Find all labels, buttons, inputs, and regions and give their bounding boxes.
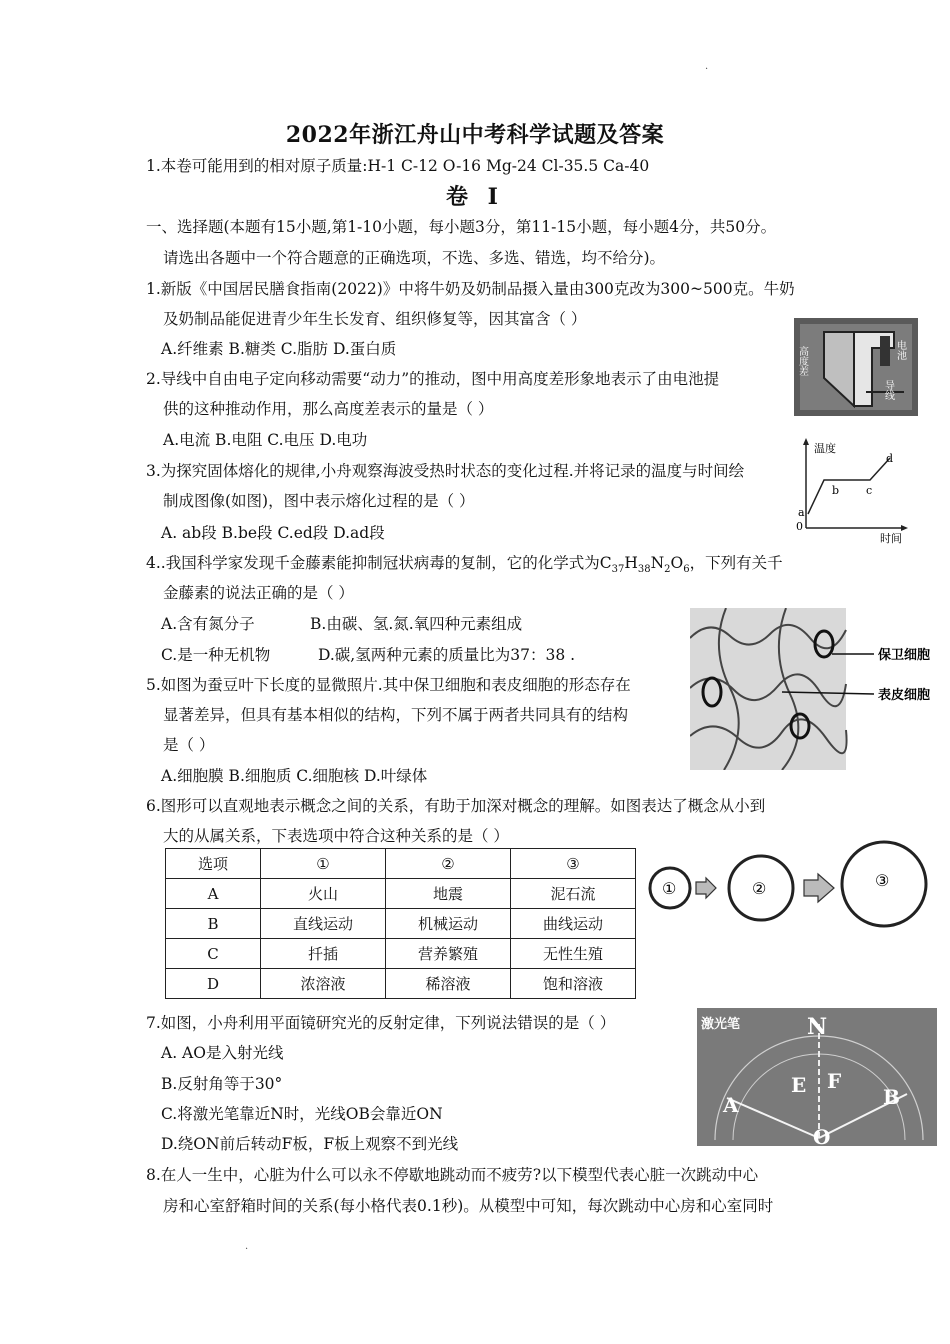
table-cell: B [166,909,261,939]
q4-sub-c: 37 [611,564,625,576]
q7-label-laser: 激光笔 [701,1017,741,1032]
q5-label-guard-cell: 保卫细胞 [878,648,931,663]
q5-options: A.细胞膜 B.细胞质 C.细胞核 D.叶绿体 [161,767,428,785]
q7-reflection-figure [697,1008,937,1146]
q1-line-2: 及奶制品能促进青少年生长发育、组织修复等，因其富含（ ） [163,310,587,328]
q5-label-epidermis: 表皮细胞 [878,688,931,703]
table-row [166,939,636,969]
table-cell: 营养繁殖 [386,939,511,969]
table-cell: 扦插 [261,939,386,969]
bottom-dot: · [245,1244,249,1255]
table-cell: 地震 [386,879,511,909]
q7-label-b: B [883,1085,900,1109]
page-title: 2022年浙江舟山中考科学试题及答案 [285,122,665,148]
q7-option-b: B.反射角等于30° [161,1075,283,1093]
q7-option-c: C.将激光笔靠近N时，光线OB会靠近ON [161,1105,443,1123]
q3-melting-graph [794,436,910,546]
q4-option-a: A.含有氮分子 [161,615,255,633]
table-cell: 稀溶液 [386,969,511,999]
q7-line-1: 7.如图，小舟利用平面镜研究光的反射定律，下列说法错误的是（ ） [146,1014,616,1032]
q4-symbol-n: N [650,554,665,572]
q3-line-2: 制成图像(如图)，图中表示熔化过程的是（ ） [163,492,475,510]
q4-option-c: C.是一种无机物 [161,646,271,664]
q3-point-a: a [798,506,805,519]
section-instructions-1: 一、选择题(本题有15小题,第1-10小题，每小题3分，第11-15小题，每小题4分，共50分。 [146,218,777,236]
table-header-cell: ③ [511,849,636,879]
table-row [166,879,636,909]
q7-label-e: E [791,1073,807,1097]
table-cell: 机械运动 [386,909,511,939]
q7-label-a: A [723,1093,739,1117]
table-cell: 浓溶液 [261,969,386,999]
q4-option-b: B.由碳、氢.氮.氧四种元素组成 [310,615,523,633]
table-cell: 泥石流 [511,879,636,909]
q5-line-3: 是（ ） [163,736,215,754]
q2-label-wire: 导线 [882,380,894,400]
q6-circle-2: ② [752,879,767,898]
q4-symbol-h: H [624,554,638,572]
q7-label-f: F [827,1069,842,1093]
q2-line-1: 2.导线中自由电子定向移动需要“动力”的推动，图中用高度差形象地表示了由电池提 [146,370,720,388]
q4-option-d: D.碳,氢两种元素的质量比为37：38 . [318,646,576,664]
q3-ylabel: 温度 [814,442,836,455]
q6-circle-1: ① [662,879,677,898]
q5-microscope-figure [690,608,940,770]
volume-heading: 卷 I [446,184,504,210]
q6-line-2: 大的从属关系，下表选项中符合这种关系的是（ ） [163,827,509,845]
table-cell: 火山 [261,879,386,909]
table-row [166,969,636,999]
table-header-row [166,849,636,879]
q4-sub-n: 2 [664,564,671,576]
section-instructions-2: 请选出各题中一个符合题意的正确选项，不选、多选、错选，均不给分)。 [163,249,666,267]
table-cell: A [166,879,261,909]
table-cell: 曲线运动 [511,909,636,939]
table-row [166,909,636,939]
q4-line-1-end: ，下列有关千 [689,554,783,572]
q3-origin: 0 [796,520,803,533]
q2-line-2: 供的这种推动作用，那么高度差表示的量是（ ） [163,400,494,418]
q2-battery-figure [794,318,918,416]
q7-option-d: D.绕ON前后转动F板，F板上观察不到光线 [161,1135,459,1153]
q4-symbol-o: O [670,554,684,572]
q3-point-c: c [866,484,873,497]
q6-line-1: 6.图形可以直观地表示概念之间的关系，有助于加深对概念的理解。如图表达了概念从小到 [146,797,766,815]
q6-options-table [165,848,636,999]
q4-sub-o: 6 [683,564,690,576]
atomic-mass-note: 1.本卷可能用到的相对原子质量:H-1 C-12 O-16 Mg-24 Cl-35.5 Ca-40 [146,157,650,175]
top-dot: · [705,64,709,75]
q7-label-o: O [813,1125,831,1146]
q3-xlabel: 时间 [880,532,902,545]
table-cell: 无性生殖 [511,939,636,969]
q6-circle-3: ③ [875,871,890,890]
table-header-cell: 选项 [166,849,261,879]
q3-point-b: b [832,484,840,497]
table-header-cell: ② [386,849,511,879]
q5-line-2: 显著差异，但具有基本相似的结构，下列不属于两者共同具有的结构 [163,706,629,724]
table-cell: 直线运动 [261,909,386,939]
q2-label-height: 高度差 [796,346,808,376]
q1-line-1: 1.新版《中国居民膳食指南(2022)》中将牛奶及奶制品摄入量由300克改为300~500克。牛奶 [146,280,795,298]
q4-sub-h: 38 [637,564,651,576]
q3-point-d: d [886,452,894,465]
q3-options: A. ab段 B.be段 C.ed段 D.ad段 [161,524,385,542]
q5-line-1: 5.如图为蚕豆叶下长度的显微照片.其中保卫细胞和表皮细胞的形态存在 [146,676,631,694]
q2-label-battery: 电池 [894,340,906,360]
q2-options: A.电流 B.电阻 C.电压 D.电功 [163,431,368,449]
table-cell: D [166,969,261,999]
q4-line-1 [146,553,783,580]
q4-line-2: 金藤素的说法正确的是（ ） [163,584,354,602]
table-cell: C [166,939,261,969]
table-cell: 饱和溶液 [511,969,636,999]
q8-line-1: 8.在人一生中，心脏为什么可以永不停歇地跳动而不疲劳?以下模型代表心脏一次跳动中心 [146,1166,759,1184]
q4-line-1-start: 4..我国科学家发现千金藤素能抑制冠状病毒的复制，它的化学式为C [146,554,612,572]
q7-label-n: N [807,1014,828,1040]
q3-line-1: 3.为探究固体熔化的规律,小舟观察海波受热时状态的变化过程.并将记录的温度与时间绘 [146,462,745,480]
q7-option-a: A. AO是入射光线 [161,1044,284,1062]
table-header-cell: ① [261,849,386,879]
q6-concept-circles [644,838,944,938]
q8-line-2: 房和心室舒箱时间的关系(每小格代表0.1秒)。从模型中可知，每次跳动中心房和心室同时 [163,1197,774,1215]
q1-options: A.纤维素 B.糖类 C.脂肪 D.蛋白质 [161,340,397,358]
